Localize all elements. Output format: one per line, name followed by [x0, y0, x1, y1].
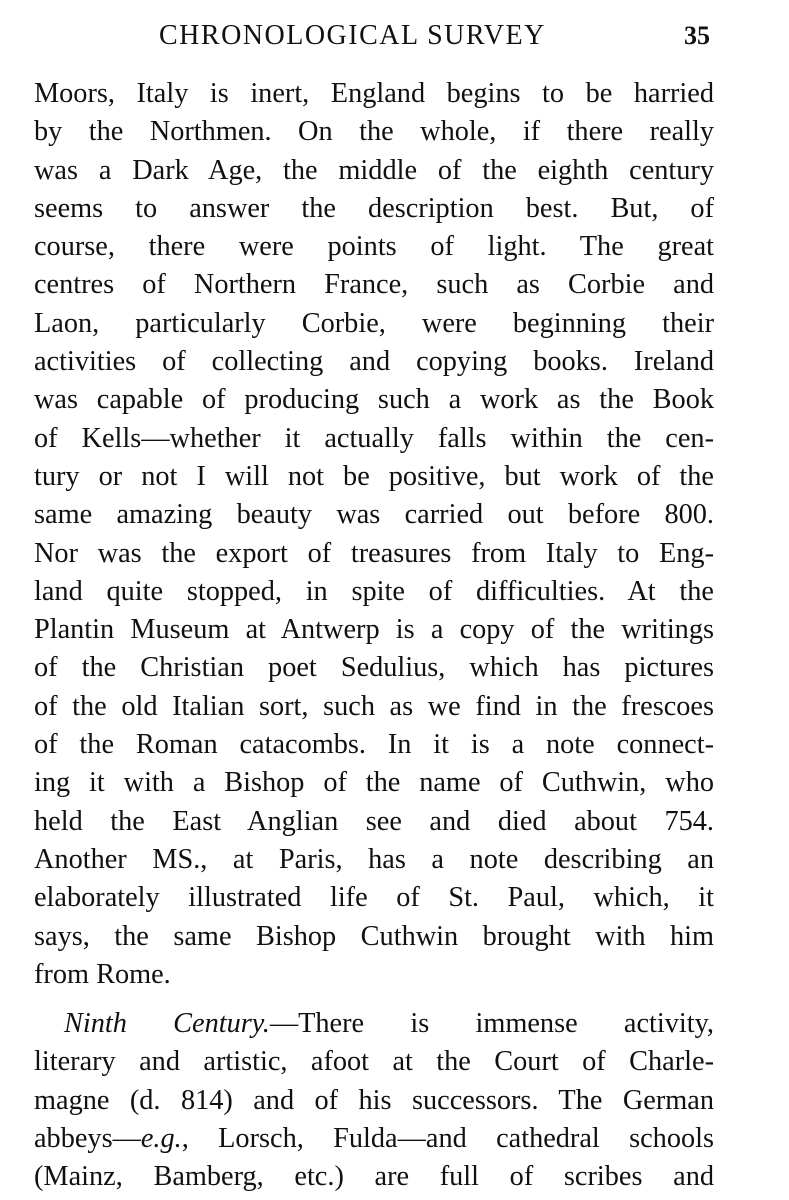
text-line: tury or not I will not be positive, but work of the: [34, 460, 714, 492]
text-line: Another MS., at Paris, has a note describing an: [34, 843, 714, 875]
text-line: [34, 1120, 714, 1158]
text-line: ing it with a Bishop of the name of Cuthwin, who: [34, 767, 714, 799]
paragraph-ninth-century: [34, 1005, 714, 1196]
text-line: of the Christian poet Sedulius, which has pictures: [34, 652, 714, 684]
text-line: same amazing beauty was carried out before 800.: [34, 499, 714, 531]
book-page: [34, 18, 714, 1197]
text-line: Plantin Museum at Antwerp is a copy of the writings: [34, 614, 714, 646]
text-line: seems to answer the description best. But, of: [34, 192, 714, 224]
text-line: [34, 1005, 714, 1043]
text-run: —There is immense activity,: [269, 1008, 714, 1040]
page-number: 35: [684, 21, 710, 50]
text-line: of the old Italian sort, such as we find in the frescoes: [34, 690, 714, 722]
text-line: Moors, Italy is inert, England begins to be harried: [34, 78, 714, 109]
text-line: literary and artistic, afoot at the Court of Charle-: [34, 1046, 714, 1078]
text-line: says, the same Bishop Cuthwin brought with him: [34, 920, 714, 952]
italic-abbreviation: e.g.: [140, 1123, 182, 1155]
text-line: of the Roman catacombs. In it is a note connect-: [34, 729, 714, 761]
text-line: course, there were points of light. The great: [34, 231, 714, 263]
text-line: elaborately illustrated life of St. Paul, which, it: [34, 882, 714, 914]
text-line: of Kells—whether it actually falls within the cen-: [34, 422, 714, 454]
text-line: (Mainz, Bamberg, etc.) are full of scribes and: [34, 1161, 714, 1193]
text-line: held the East Anglian see and died about 754.: [34, 805, 714, 837]
running-title: CHRONOLOGICAL SURVEY: [159, 20, 546, 51]
text-line: magne (d. 814) and of his successors. The German: [34, 1084, 714, 1116]
text-run: abbeys—: [34, 1123, 141, 1155]
text-line: by the Northmen. On the whole, if there really: [34, 116, 714, 148]
paragraph-gap: [34, 994, 714, 1005]
text-line: was capable of producing such a work as the Book: [34, 384, 714, 416]
text-line: Nor was the export of treasures from Italy to Eng-: [34, 537, 714, 569]
running-header: [34, 18, 714, 58]
text-line: was a Dark Age, the middle of the eighth century: [34, 154, 714, 186]
section-heading-ninth-century: Ninth Century.: [64, 1008, 270, 1040]
text-line: activities of collecting and copying books. Ireland: [34, 346, 714, 378]
text-line: land quite stopped, in spite of difficulties. At the: [34, 575, 714, 607]
text-line: from Rome.: [34, 958, 171, 990]
paragraph-eighth-century: [34, 75, 714, 994]
text-line: centres of Northern France, such as Corbie and: [34, 269, 714, 301]
body-text: [34, 75, 714, 1197]
text-run: , Lorsch, Fulda—and cathedral schools: [181, 1123, 714, 1155]
text-line: Laon, particularly Corbie, were beginning their: [34, 307, 714, 339]
